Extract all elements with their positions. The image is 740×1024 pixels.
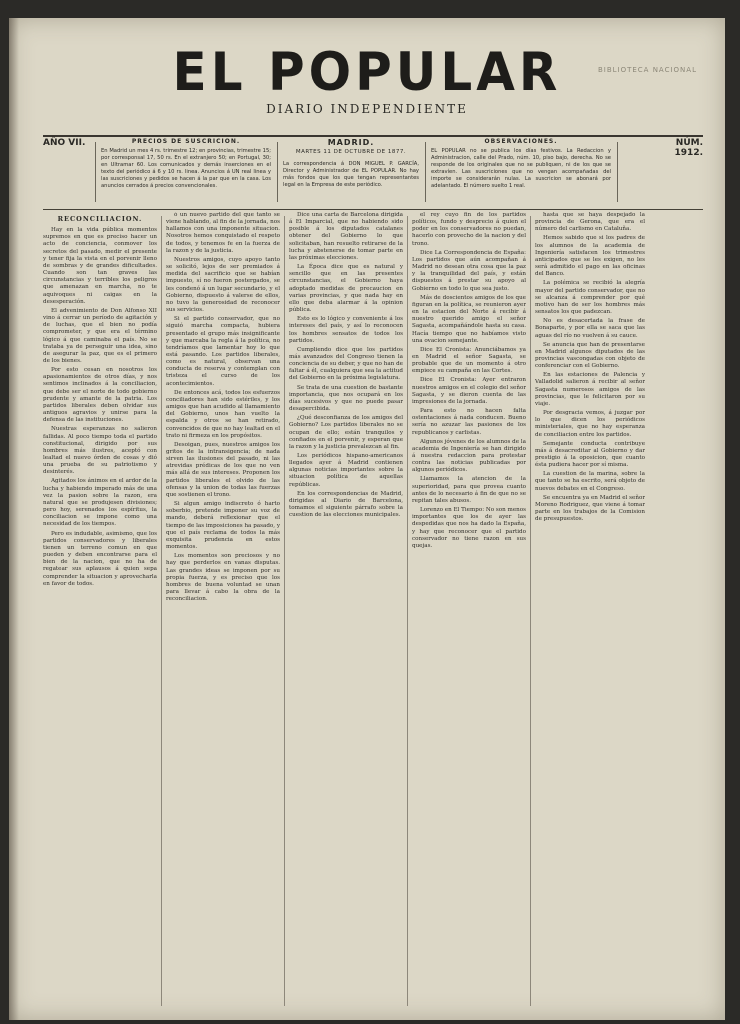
article-paragraph: Para esto no hacen falta ostentaciones á nada conducen. Bueno sería no azuzar las pasiones de los republicanos y carlistas. [412, 408, 526, 436]
newspaper-title: EL POPULAR [172, 41, 562, 103]
article-paragraph: Desoigan, pues, nuestros amigos los gritos de la intransigencia; de nada sirven las ilusiones del pasado, ni las atrevidas prédicas de los que no ven más allá de sus intereses. Proponen los partidos liberales el olvido de las ofensas y la union de todas las fuerzas que sostienen el trono. [166, 441, 280, 498]
info-divider [617, 142, 618, 202]
article-paragraph: Hay en la vida pública momentos supremos en que es preciso hacer un acto de conciencia, conmover los secretos del pasado, medir el presente y tener fija la vista en el porvenir lleno de sombras y de grandes dificultades. Cuando son tan graves las circunstancias y terribles los peligros que amenazan en marcha, no te aquivoques ni caigas en la desesperación. [43, 227, 157, 305]
observations-title: OBSERVACIONES. [484, 138, 558, 145]
newspaper-sheet [9, 18, 725, 1020]
column-5 [535, 212, 645, 1014]
subscription-box [101, 138, 271, 210]
subscription-title: PRECIOS DE SUSCRICION. [131, 138, 241, 145]
article-columns [43, 212, 703, 1014]
article-paragraph: Dice El Cronista: Anunciábamos ya en Madrid el señor Sagasta, se probable que de un momento á otro empiece su campaña en las Cortes. [412, 346, 526, 375]
info-bar-divider-bottom [43, 209, 703, 210]
article-paragraph: Si algun amigo indiscreto ó harto soberbio, pretende imponer su voz de mando, deberá reflexionar que el tiempo de las imposiciones ha pasado, y que el país reclama de todos la más exquisita prudencia en estos momentos. [166, 501, 280, 551]
article-heading: RECONCILIACION. [57, 215, 143, 223]
article-paragraph: Lorenzo en El Tiempo: No son menos importantes que los de ayer las despedidas que nos ha dado la España, y hay que reconocer que el partido conservador no tiene razon en sus quejas. [412, 507, 526, 549]
article-paragraph: En las estaciones de Palencia y Valladolid salieron á recibir al señor Sagasta numerosos amigos de las provincias, que le felicitaron por su viaje. [535, 372, 645, 407]
article-paragraph: Se encuentra ya en Madrid el señor Moreno Rodriguez, que viene á tomar parte en los trabajos de la Comision de presupuestos. [535, 494, 645, 523]
article-paragraph: El advenimiento de Don Alfonso XII vino á cerrar un período de agitación y de luchas, que el bien no podía comprometer, y que era el término lógico á que caminaba el país. No se trataba ya de perseguir una idea, sino de asegurar la paz, que es el primero de los bienes. [43, 307, 157, 364]
column-4 [412, 212, 526, 1014]
info-divider [277, 142, 278, 202]
article-paragraph: Esto es lo lógico y conveniente á los intereses del país, y así lo reconocen los hombres sensatos de todos los partidos. [289, 316, 403, 344]
article-paragraph: De entonces acá, todos los esfuerzos conciliadores han sido estériles, y los amigos que han acudido al llamamiento del Gobierno, unos han vuelto la espalda y otros se han retirado, convencidos de que no hay lealtad en el trato ni firmeza en los propósitos. [166, 389, 280, 439]
observations-box [431, 138, 611, 210]
article-paragraph: La cuestion de la marina, sobre la que tanto se ha escrito, será objeto de nuevos debates en el Congreso. [535, 471, 645, 492]
info-bar [43, 138, 703, 210]
article-paragraph: Hemos sabido que si los padres de los alumnos de la academia de Ingeniería satisfacen los trimestres anticipados que se les exigen, no les será admitido el pago en las oficinas del Banco. [535, 235, 645, 278]
article-paragraph: Agitados los ánimos en el ardor de la lucha y habiendo imperado más de una vez la pasion sobre la razon, era natural que se produjesen divisiones; pero hoy, serenados los espíritus, la conciliacion se impone como una necesidad de los tiempos. [43, 478, 157, 528]
issue-date: MARTES 11 DE OCTUBRE DE 1877. [295, 149, 407, 155]
article-paragraph: No es desacertada la frase de Bonaparte, y por ella se saca que las aguas del río no vuelven á su cauce. [535, 318, 645, 339]
article-paragraph: ¿Qué desconfianza de los amigos del Gobierno? Los partidos liberales no se ocupan de ello; están tranquilos y confiados en el porvenir, y esperan que la razon y la justicia prevalezcan al fin. [289, 415, 403, 450]
column-1 [43, 212, 157, 1014]
column-divider [161, 216, 162, 1006]
article-paragraph: La Época dice que es natural y sencillo que en las presentes circunstancias, el Gobierno haya adoptado medidas de precaucion en varias provincias, y que nada hay en ello que deba alarmar á la opinion pública. [289, 264, 403, 314]
masthead-divider-top [43, 135, 703, 137]
subscription-text: En Madrid un mes 4 rs. trimestre 12; en provincias, trimestre 15; por corresponsal 17, 50 rs. En el extranjero 50; en Portugal, 30; en Ultramar 60. Los comunicados y demás inserciones en el texto del periódico á 6 y 10 rs. linea. Anuncios á UN real linea y las suscriciones y pedidos se hacen á la par que en la casa. Los anuncios cerrados á precios convencionales. [101, 148, 271, 189]
year-label: AÑO VII. [43, 138, 86, 148]
article-paragraph: Pero es indudable, asimismo, que los partidos conservadores y liberales tienen un terreno comun en que pueden y deben encontrarse para el bien de la nacion, que no ha de regatear sus aplausos á quien sepa comprender la situacion y aprovecharla en favor de todos. [43, 530, 157, 587]
article-paragraph: Dice una carta de Barcelona dirigida á El Imparcial, que no habiendo sido posible á los diputados catalanes obtener del Gobierno lo que solicitaban, han resuelto retirarse de la lucha y abstenerse de tomar parte en las próximas elecciones. [289, 212, 403, 261]
article-paragraph: Se anuncia que han de presentarse en Madrid algunos diputados de las provincias vascongadas con objeto de conferenciar con el Gobierno. [535, 341, 645, 370]
issue-number: NÚM. 1912. [674, 138, 703, 158]
column-3 [289, 212, 403, 1014]
article-paragraph: Nuestros amigos, cuyo apoyo tanto se solicitó, lejos de ser premiados á medida del sacrificio que se habían impuesto, sí no fueron postergados, se les condenó á un lugar secundario, y el Gobierno, dispuesto á valerse de ellos, no tuvo la generosidad de reconocer sus servicios. [166, 256, 280, 314]
article-paragraph: Algunos jóvenes de los alumnos de la academia de Ingeniería se han dirigido á nuestra redaccion para protestar contra las noticias publicadas por algunos periódicos. [412, 438, 526, 474]
article-paragraph: Los momentos son preciosos y no hay que perderlos en vanas disputas. Las grandes ideas se imponen por su propia fuerza, y es preciso que los hombres de buena voluntad se unan para llevar á cabo la obra de la reconciliacion. [166, 553, 280, 603]
info-divider [95, 142, 96, 202]
newspaper-subtitle: DIARIO INDEPENDIENTE [266, 102, 468, 116]
library-stamp: BIBLIOTECA NACIONAL [597, 66, 697, 74]
article-paragraph: Si el partido conservador, que no siguió marcha compacta, hubiera presentado el grupo más insignificante y que marcaba la regla á la política, no tendríamos que lamentar hoy lo que está pasando. Los partidos liberales, como es natural, observan una conducta de reserva y contemplan con tristeza el curso de los acontecimientos. [166, 316, 280, 387]
article-paragraph: Semejante conducta contribuye más á desacreditar al Gobierno y dar prestigio á la oposicion, que cuanto ésta pudiera hacer por sí misma. [535, 440, 645, 469]
column-divider [530, 216, 531, 1006]
article-paragraph: Cumpliendo dice que los partidos más avanzados del Congreso tienen la conciencia de su deber, y que no han de faltar á él, cualquiera que sea la actitud del Gobierno en la próxima legislatura. [289, 346, 403, 382]
article-paragraph: Nuestras esperanzas no salieron fallidas. Al poco tiempo toda el partido constitucional, dirigido por sus hombres más ilustres, aceptó con lealtad el nuevo órden de cosas y dió una prueba de su patriotismo y desinterés. [43, 426, 157, 476]
column-divider [284, 216, 285, 1006]
article-paragraph: En los correspondencias de Madrid, dirigidas al Diario de Barcelona, tomamos el siguiente párrafo sobre la cuestion de las elecciones municipales. [289, 490, 403, 519]
article-paragraph: Llamamos la atencion de la superioridad, para que provea cuanto antes de lo necesario á fin de que no se repitan tales abusos. [412, 476, 526, 504]
correspondence-text: La correspondencia á DON MIGUEL P. GARCÍA, Director y Administrador de EL POPULAR. No hay más fondos que los que tengan representantes legal en la Empresa de este periódico. [283, 161, 419, 188]
info-divider [425, 142, 426, 202]
article-paragraph: Por esto cesan en nosotros los apasionamientos de otros días, y nos sentimos inclinados á la conciliacion, que debe ser el norte de todo gobierno prudente y amante de la patria. Los partidos liberales deben olvidar sus antiguos agravios y unirse para la defensa de las instituciones. [43, 367, 157, 424]
madrid-box [283, 138, 419, 210]
dateline-city: MADRID. [327, 138, 375, 147]
article-paragraph: La polémica se recibió la alegría mayor del partido conservador, que no se alcanza á comprender por qué motivo han de ser los hombres más sensatos los que padezcan. [535, 280, 645, 316]
article-paragraph: Dice La Correspondencia de España: Los partidos que aún acompañan á Madrid no desean otra cosa que la paz y la tranquilidad del país, y están dispuestos á prestar su apoyo al Gobierno en todo lo que sea justo. [412, 249, 526, 292]
article-paragraph: hasta que se haya despejado la provincia de Gerona, que era el número del carlismo en Cataluña. [535, 212, 645, 233]
column-2 [166, 212, 280, 1014]
masthead [9, 41, 725, 116]
column-divider [407, 216, 408, 1006]
observations-text: EL POPULAR no se publica los días festivos. La Redaccion y Administracion, calle del Prado, núm. 10, piso bajo, derecha. No se responde de los originales que no se publiquen, ni de los que se extravíen. Las suscriciones que no vengan acompañadas del importe se considerarán nulas. La suscricion se abonará por adelantado. El número suelto 1 real. [431, 148, 611, 189]
article-paragraph: Se trata de una cuestion de bastante importancia, que nos ocupará en los días sucesivos y que no puede pasar desapercibida. [289, 384, 403, 413]
article-paragraph: Dice El Cronista: Ayer entraron nuestros amigos en el colegio del señor Sagasta, y se dieron cuenta de las impresiones de la jornada. [412, 377, 526, 405]
article-paragraph: el rey cuyo fin de los partidos políticos, fundo y desprecio á quien el poder en los conservadores no puedan, hacerlo con provecho de la nacion y del trono. [412, 212, 526, 247]
article-paragraph: Los periódicos hispano-americanos llegados ayer á Madrid contienen algunas noticias importantes sobre la situacion política de aquellas repúblicas. [289, 453, 403, 488]
article-paragraph: ó un nuevo partido del que tanto se viene hablando, al fin de la jornada, nos hallamos con una imponente situacion. Nosotros hemos conquistado el respeto de todos, y tenemos fe en la fuerza de la razon y de la justicia. [166, 212, 280, 254]
article-paragraph: Más de doscientos amigos de los que figuran en la política, se reunieron ayer en la estacion del Norte á recibir á nuestro querido amigo el señor Sagasta, acompañándole hasta su casa. Hacía tiempo que no habíamos visto una ovacion semejante. [412, 294, 526, 344]
article-paragraph: Por desgracia vemos, á juzgar por lo que dicen los periódicos ministeriales, que no hay esperanza de conciliacion entre los partidos. [535, 410, 645, 438]
